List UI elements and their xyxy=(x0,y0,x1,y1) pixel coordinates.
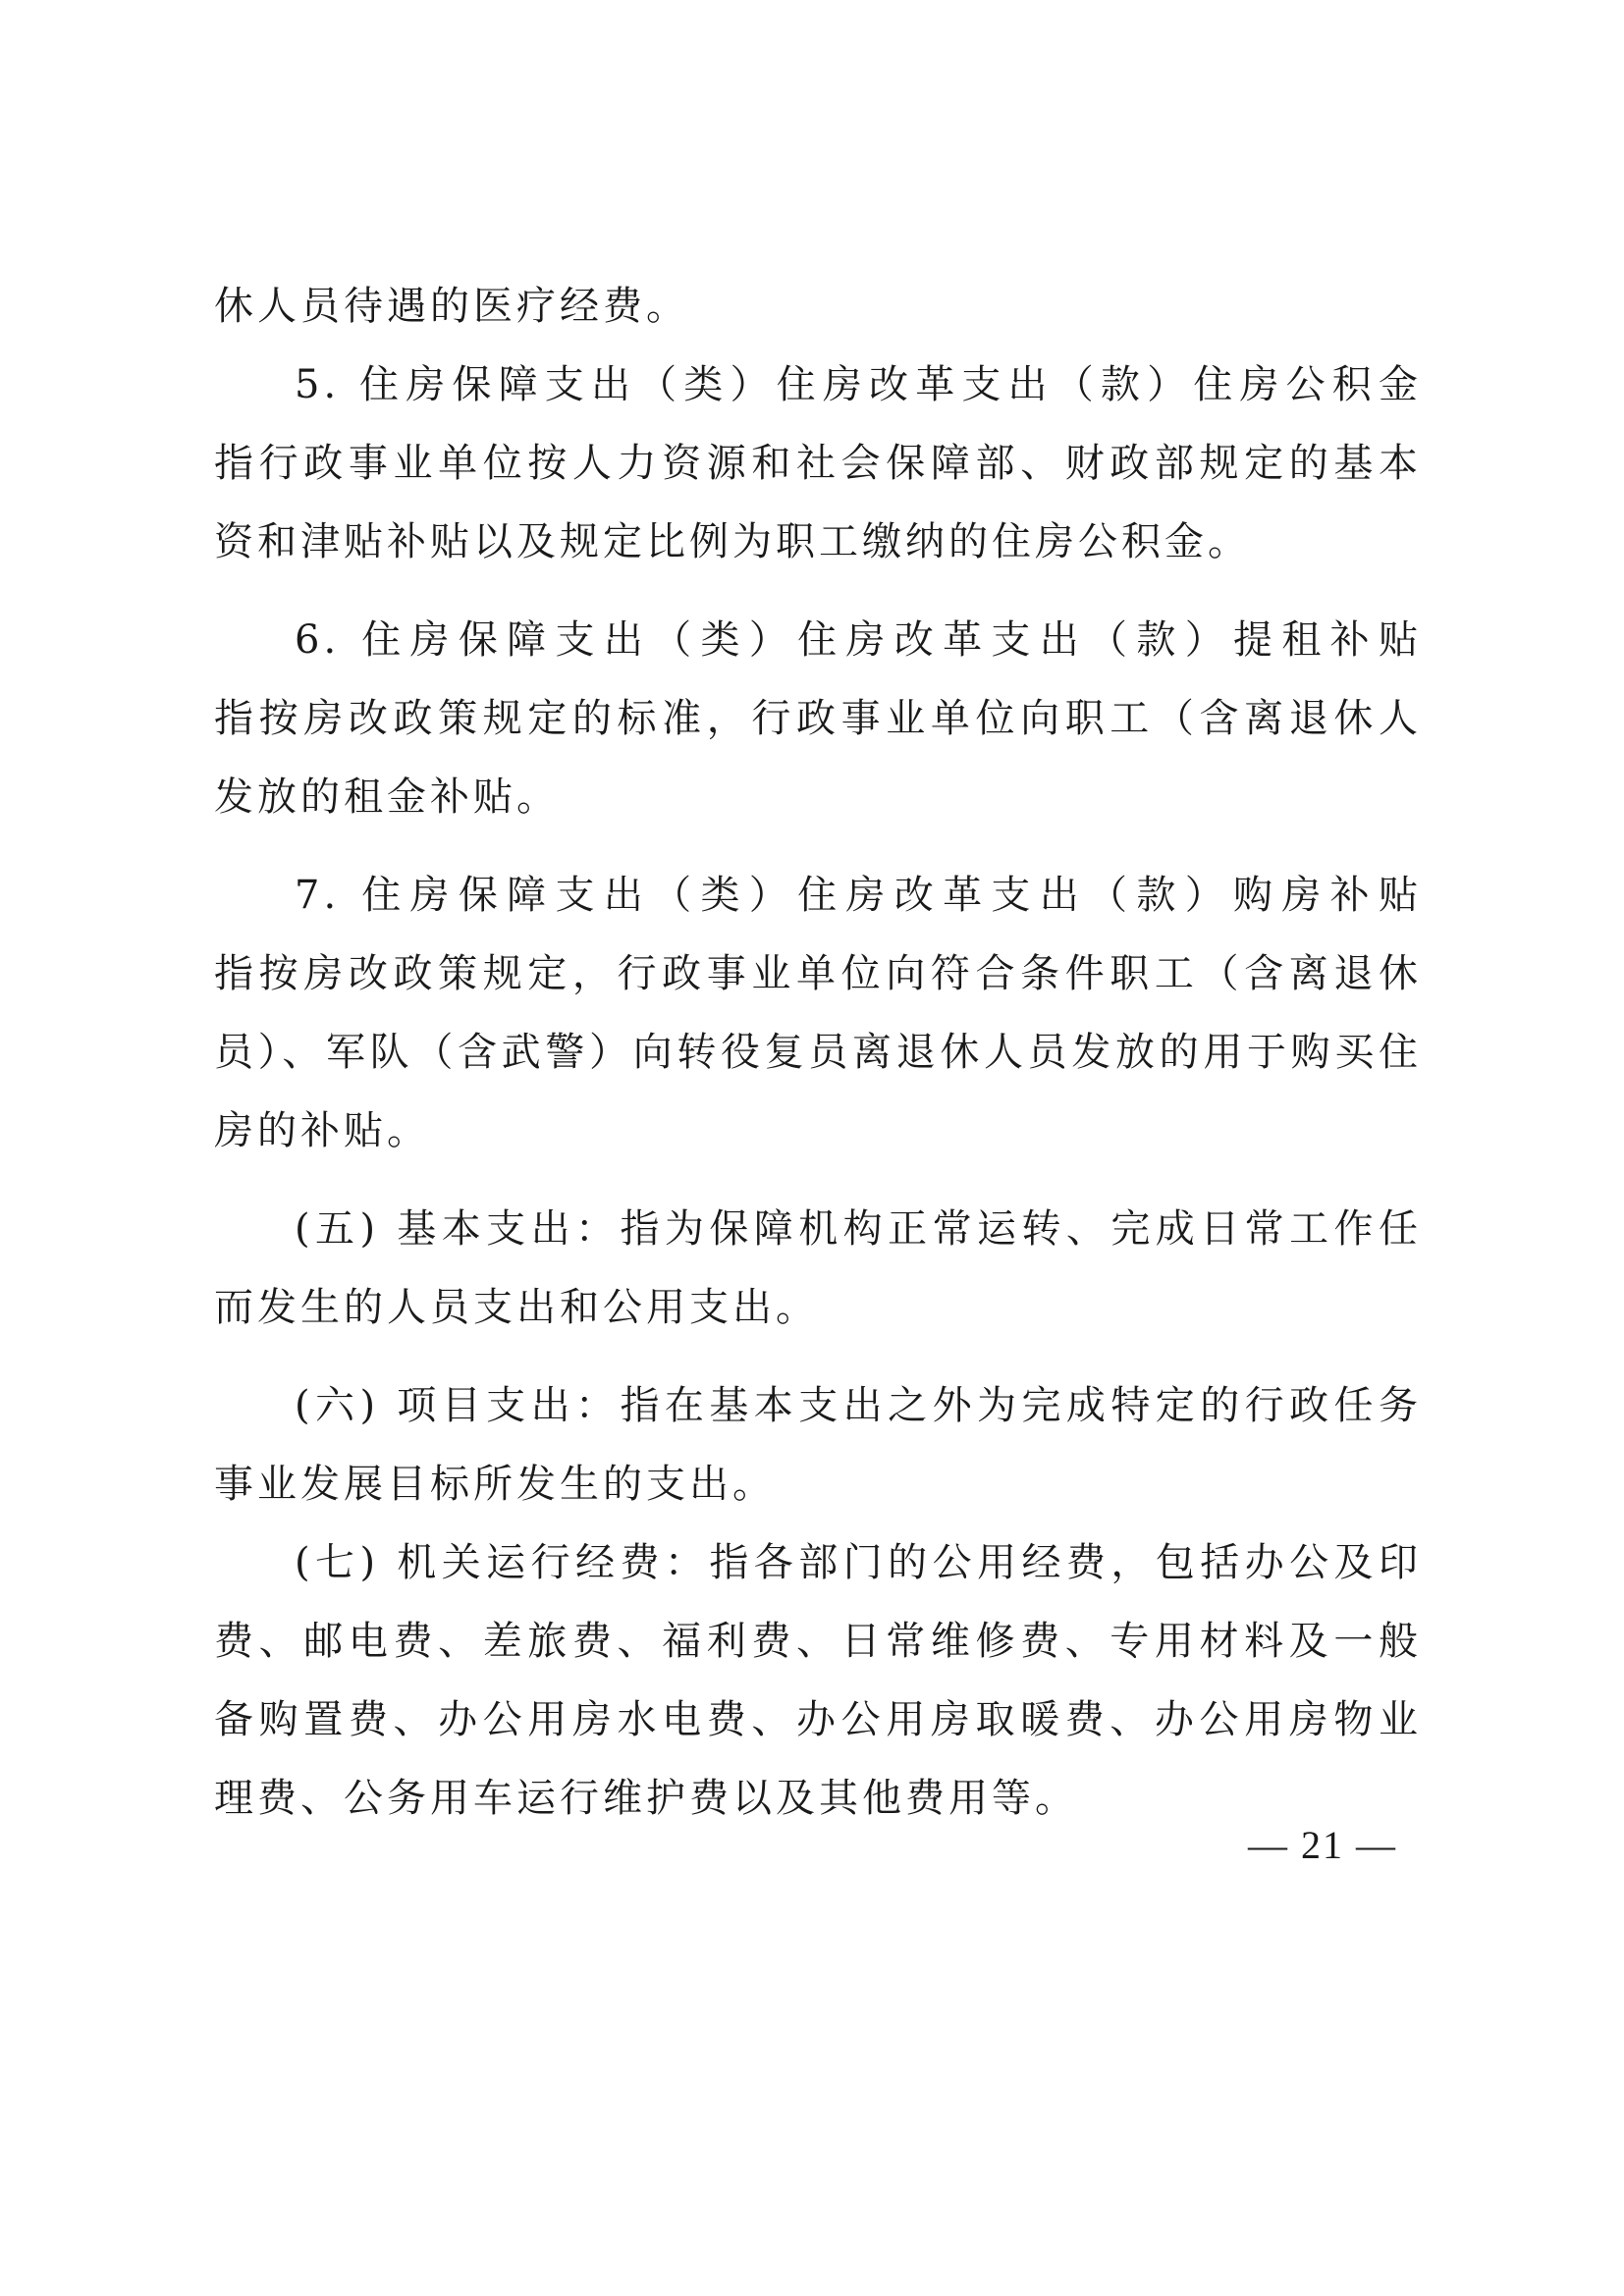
text-line: 理费、公务用车运行维护费以及其他费用等。 xyxy=(214,1776,1078,1821)
text-line: 资和津贴补贴以及规定比例为职工缴纳的住房公积金。 xyxy=(214,519,1251,564)
text-line: 指按房改政策规定的标准，行政事业单位向职工（含离退休人 xyxy=(214,696,1422,741)
text-line: 费、邮电费、差旅费、福利费、日常维修费、专用材料及一般 xyxy=(214,1619,1422,1664)
item-7-heading: 7. 住房保障支出（类）住房改革支出（款）购房补贴 xyxy=(295,873,1422,918)
text-line: 休人员待遇的医疗经费。 xyxy=(214,284,689,329)
section-6-heading: (六) 项目支出：指在基本支出之外为完成特定的行政任务 xyxy=(295,1383,1422,1428)
text-line: 指行政事业单位按人力资源和社会保障部、财政部规定的基本 xyxy=(214,441,1422,486)
text-line: 房的补贴。 xyxy=(214,1108,430,1153)
text-line: 事业发展目标所发生的支出。 xyxy=(214,1462,776,1507)
text-line: 指按房改政策规定，行政事业单位向符合条件职工（含离退休 xyxy=(214,951,1422,996)
text-line: 备购置费、办公用房水电费、办公用房取暖费、办公用房物业 xyxy=(214,1697,1422,1742)
text-line: 员）、军队（含武警）向转役复员离退休人员发放的用于购买住 xyxy=(214,1030,1422,1075)
text-line: 而发生的人员支出和公用支出。 xyxy=(214,1285,819,1330)
text-line: 发放的租金补贴。 xyxy=(214,774,560,820)
item-5-heading: 5. 住房保障支出（类）住房改革支出（款）住房公积金 xyxy=(295,362,1422,407)
section-5-heading: (五) 基本支出：指为保障机构正常运转、完成日常工作任 xyxy=(295,1206,1422,1252)
section-7-heading: (七) 机关运行经费：指各部门的公用经费，包括办公及印 xyxy=(295,1540,1422,1585)
item-6-heading: 6. 住房保障支出（类）住房改革支出（款）提租补贴 xyxy=(295,617,1422,663)
page-number: — 21 — xyxy=(1248,1823,1397,1867)
